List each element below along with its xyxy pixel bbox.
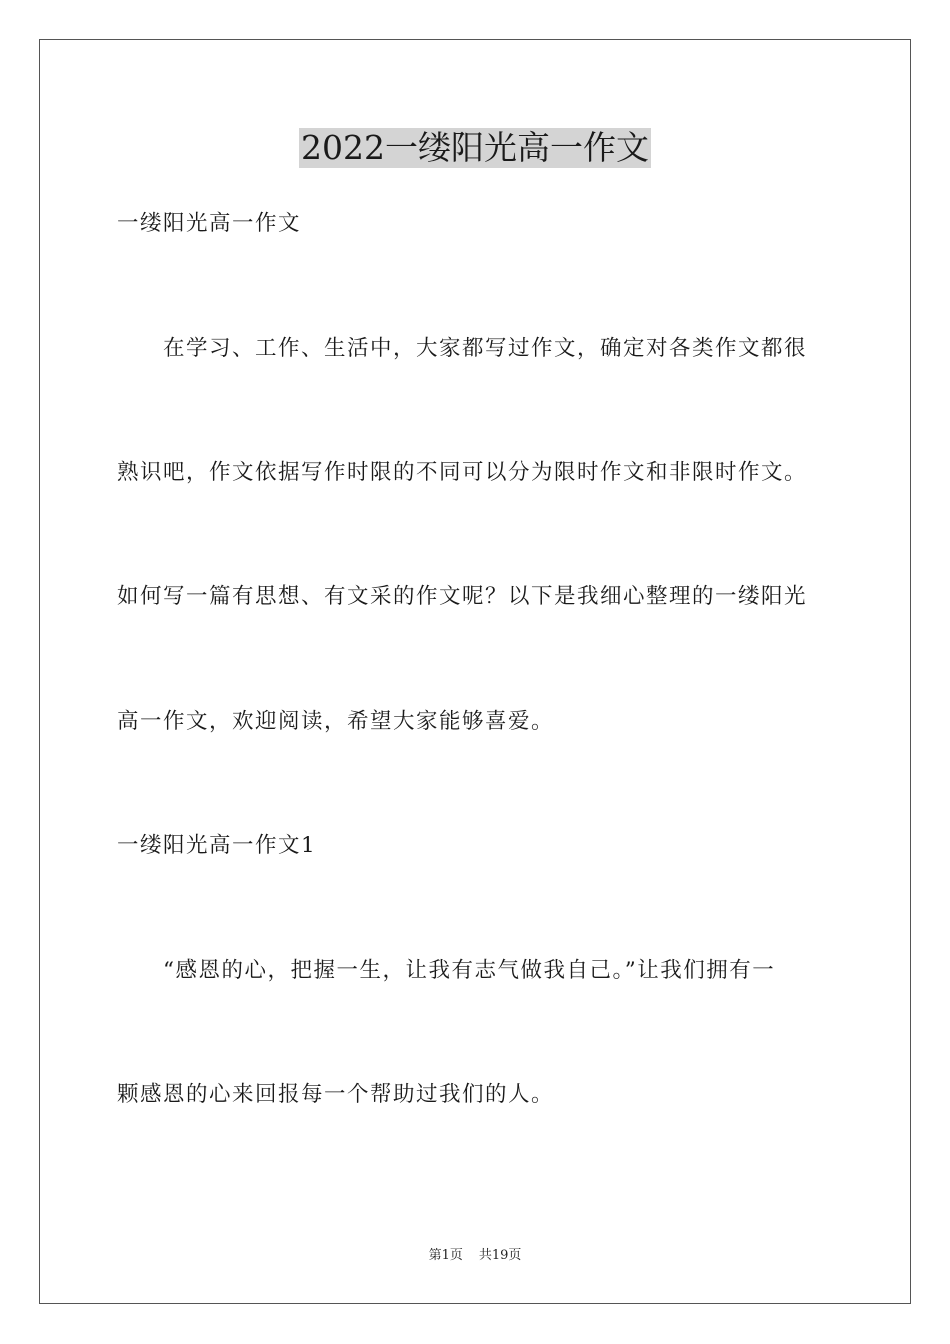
document-title [0, 128, 950, 168]
intro-paragraph-line: 在学习、工作、生活中，大家都写过作文，确定对各类作文都很 [163, 336, 808, 361]
intro-paragraph-line: 高一作文，欢迎阅读，希望大家能够喜爱。 [117, 709, 555, 734]
section-paragraph-line: 颗感恩的心来回报每一个帮助过我们的人。 [117, 1082, 555, 1107]
document-title-text: 2022一缕阳光高一作文 [301, 128, 649, 167]
intro-paragraph-line: 熟识吧，作文依据写作时限的不同可以分为限时作文和非限时作文。 [117, 460, 808, 485]
section-heading: 一缕阳光高一作文1 [117, 833, 317, 858]
section-paragraph-line: “感恩的心，把握一生，让我有志气做我自己。”让我们拥有一 [163, 958, 776, 983]
intro-paragraph-line: 如何写一篇有思想、有文采的作文呢？以下是我细心整理的一缕阳光 [117, 584, 808, 609]
page-total: 共19页 [478, 1248, 522, 1263]
page-footer [0, 1247, 950, 1265]
document-subtitle: 一缕阳光高一作文 [117, 211, 302, 236]
page-number: 第1页 [428, 1248, 463, 1263]
